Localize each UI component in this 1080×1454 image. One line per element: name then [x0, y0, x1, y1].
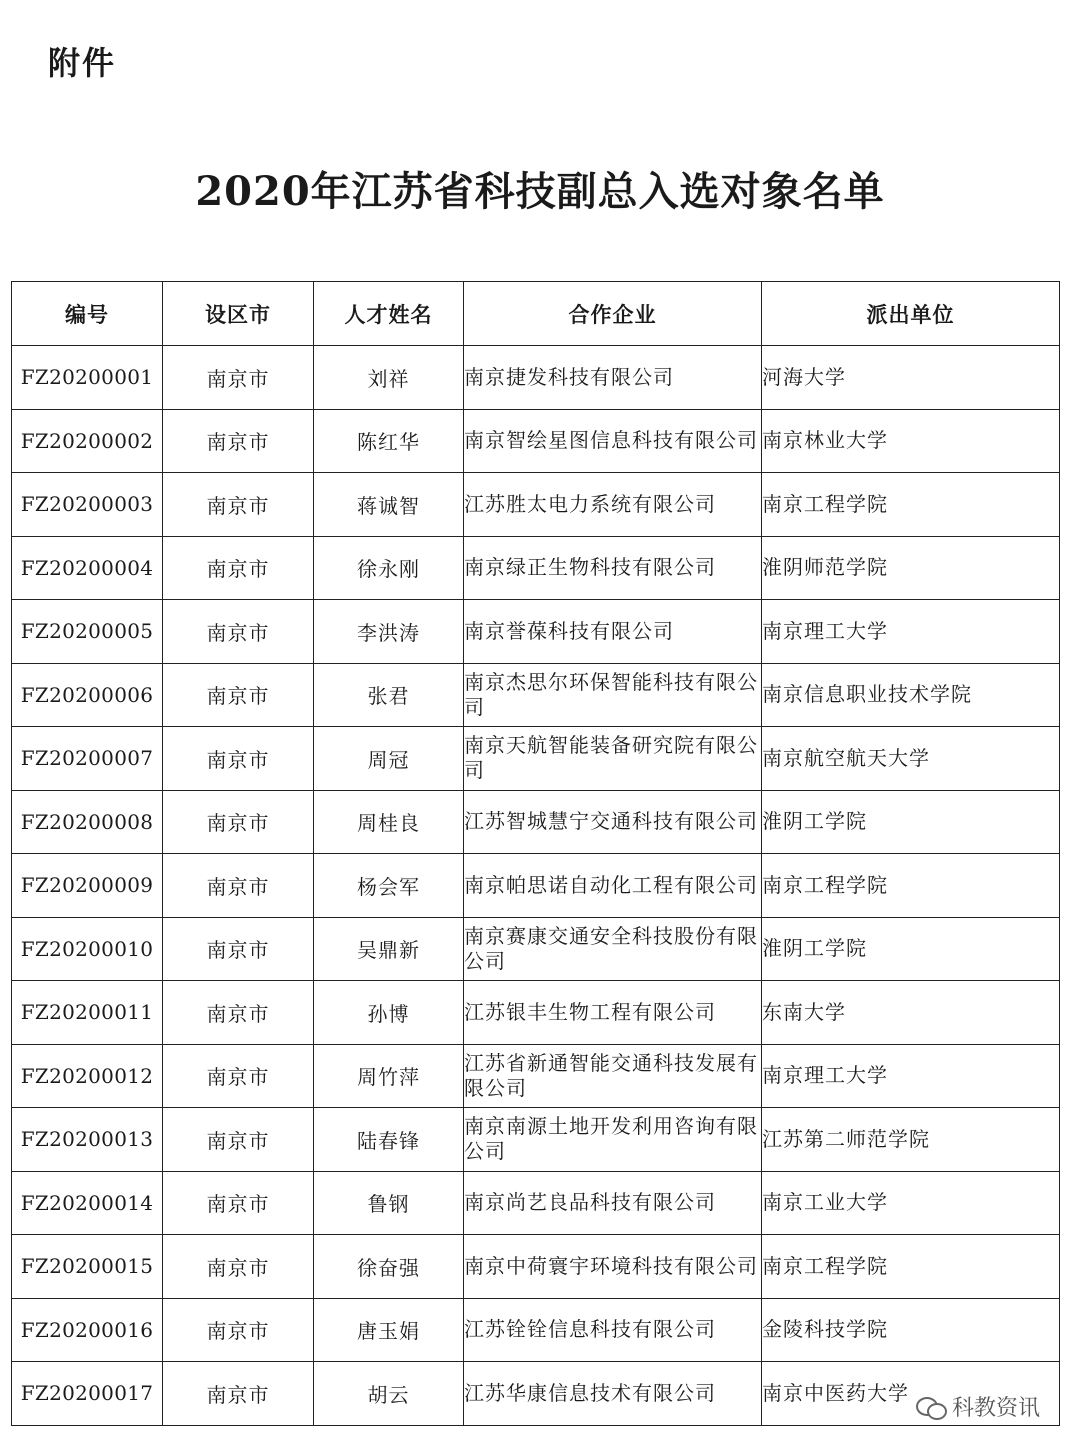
- cell-name: 刘祥: [314, 346, 464, 410]
- cell-id: FZ20200003: [12, 473, 163, 537]
- table-row: [12, 1235, 1060, 1299]
- table-row: [12, 663, 1060, 727]
- cell-unit: 江苏第二师范学院: [762, 1108, 1060, 1172]
- cell-id: FZ20200009: [12, 854, 163, 918]
- cell-city: 南京市: [163, 917, 314, 981]
- cell-city: 南京市: [163, 1298, 314, 1362]
- cell-id: FZ20200008: [12, 790, 163, 854]
- cell-name: 蒋诚智: [314, 473, 464, 537]
- cell-city: 南京市: [163, 981, 314, 1045]
- cell-id: FZ20200012: [12, 1044, 163, 1108]
- cell-city: 南京市: [163, 854, 314, 918]
- cell-id: FZ20200015: [12, 1235, 163, 1299]
- cell-unit: 南京工程学院: [762, 473, 1060, 537]
- cell-id: FZ20200014: [12, 1171, 163, 1235]
- table-row: [12, 473, 1060, 537]
- header-id: 编号: [12, 282, 163, 346]
- cell-name: 徐奋强: [314, 1235, 464, 1299]
- cell-company: 南京誉葆科技有限公司: [464, 600, 762, 664]
- cell-company: 江苏省新通智能交通科技发展有限公司: [464, 1044, 762, 1108]
- cell-unit: 南京航空航天大学: [762, 727, 1060, 791]
- table-row: [12, 536, 1060, 600]
- cell-company: 南京南源土地开发利用咨询有限公司: [464, 1108, 762, 1172]
- cell-id: FZ20200005: [12, 600, 163, 664]
- table-row: [12, 1362, 1060, 1426]
- table-row: [12, 1171, 1060, 1235]
- header-city: 设区市: [163, 282, 314, 346]
- cell-unit: 南京信息职业技术学院: [762, 663, 1060, 727]
- table-row: [12, 727, 1060, 791]
- cell-name: 唐玉娟: [314, 1298, 464, 1362]
- cell-company: 南京绿正生物科技有限公司: [464, 536, 762, 600]
- cell-unit: 南京林业大学: [762, 409, 1060, 473]
- cell-unit: 东南大学: [762, 981, 1060, 1045]
- table-row: [12, 409, 1060, 473]
- cell-name: 吴鼎新: [314, 917, 464, 981]
- cell-name: 周冠: [314, 727, 464, 791]
- cell-company: 南京帕思诺自动化工程有限公司: [464, 854, 762, 918]
- table-row: [12, 854, 1060, 918]
- table-row: [12, 600, 1060, 664]
- cell-city: 南京市: [163, 663, 314, 727]
- cell-city: 南京市: [163, 1108, 314, 1172]
- header-company: 合作企业: [464, 282, 762, 346]
- cell-company: 南京智绘星图信息科技有限公司: [464, 409, 762, 473]
- cell-name: 陈红华: [314, 409, 464, 473]
- cell-company: 江苏铨铨信息科技有限公司: [464, 1298, 762, 1362]
- cell-unit: 淮阴工学院: [762, 917, 1060, 981]
- table-row: [12, 981, 1060, 1045]
- cell-company: 江苏华康信息技术有限公司: [464, 1362, 762, 1426]
- cell-id: FZ20200011: [12, 981, 163, 1045]
- cell-unit: 南京工程学院: [762, 1235, 1060, 1299]
- cell-city: 南京市: [163, 1171, 314, 1235]
- cell-city: 南京市: [163, 1044, 314, 1108]
- watermark-text: 科教资讯: [951, 1396, 1040, 1421]
- cell-name: 周竹萍: [314, 1044, 464, 1108]
- cell-id: FZ20200001: [12, 346, 163, 410]
- cell-company: 江苏银丰生物工程有限公司: [464, 981, 762, 1045]
- cell-name: 胡云: [314, 1362, 464, 1426]
- cell-id: FZ20200010: [12, 917, 163, 981]
- cell-unit: 南京中医药大学: [762, 1362, 1060, 1426]
- cell-id: FZ20200004: [12, 536, 163, 600]
- attachment-label: 附件: [48, 44, 117, 82]
- table-row: [12, 1298, 1060, 1362]
- cell-id: FZ20200002: [12, 409, 163, 473]
- cell-city: 南京市: [163, 536, 314, 600]
- header-unit: 派出单位: [762, 282, 1060, 346]
- cell-city: 南京市: [163, 600, 314, 664]
- cell-name: 杨会军: [314, 854, 464, 918]
- cell-unit: 南京理工大学: [762, 600, 1060, 664]
- cell-company: 南京中荷寰宇环境科技有限公司: [464, 1235, 762, 1299]
- cell-city: 南京市: [163, 346, 314, 410]
- cell-city: 南京市: [163, 790, 314, 854]
- header-name: 人才姓名: [314, 282, 464, 346]
- cell-id: FZ20200016: [12, 1298, 163, 1362]
- cell-name: 李洪涛: [314, 600, 464, 664]
- table-header-row: [12, 282, 1060, 346]
- cell-company: 南京赛康交通安全科技股份有限公司: [464, 917, 762, 981]
- cell-name: 周桂良: [314, 790, 464, 854]
- cell-city: 南京市: [163, 727, 314, 791]
- table-row: [12, 1108, 1060, 1172]
- cell-company: 南京捷发科技有限公司: [464, 346, 762, 410]
- wechat-icon: [916, 1395, 946, 1419]
- table-row: [12, 790, 1060, 854]
- cell-city: 南京市: [163, 473, 314, 537]
- cell-city: 南京市: [163, 1235, 314, 1299]
- cell-name: 徐永刚: [314, 536, 464, 600]
- roster-table: [11, 281, 1060, 1426]
- cell-unit: 南京理工大学: [762, 1044, 1060, 1108]
- cell-unit: 南京工程学院: [762, 854, 1060, 918]
- cell-company: 江苏智城慧宁交通科技有限公司: [464, 790, 762, 854]
- table-row: [12, 1044, 1060, 1108]
- cell-company: 南京尚艺良品科技有限公司: [464, 1171, 762, 1235]
- cell-id: FZ20200006: [12, 663, 163, 727]
- table-row: [12, 917, 1060, 981]
- table-row: [12, 346, 1060, 410]
- cell-unit: 金陵科技学院: [762, 1298, 1060, 1362]
- cell-name: 孙博: [314, 981, 464, 1045]
- cell-name: 鲁钢: [314, 1171, 464, 1235]
- cell-unit: 河海大学: [762, 346, 1060, 410]
- cell-id: FZ20200013: [12, 1108, 163, 1172]
- cell-id: FZ20200007: [12, 727, 163, 791]
- page-title: 2020年江苏省科技副总入选对象名单: [195, 168, 885, 215]
- cell-city: 南京市: [163, 1362, 314, 1426]
- watermark: [912, 1389, 1044, 1424]
- cell-name: 陆春锋: [314, 1108, 464, 1172]
- table-body: [12, 346, 1060, 1426]
- cell-name: 张君: [314, 663, 464, 727]
- cell-company: 江苏胜太电力系统有限公司: [464, 473, 762, 537]
- cell-id: FZ20200017: [12, 1362, 163, 1426]
- cell-city: 南京市: [163, 409, 314, 473]
- cell-company: 南京天航智能装备研究院有限公司: [464, 727, 762, 791]
- cell-unit: 淮阴工学院: [762, 790, 1060, 854]
- cell-unit: 淮阴师范学院: [762, 536, 1060, 600]
- cell-unit: 南京工业大学: [762, 1171, 1060, 1235]
- cell-company: 南京杰思尔环保智能科技有限公司: [464, 663, 762, 727]
